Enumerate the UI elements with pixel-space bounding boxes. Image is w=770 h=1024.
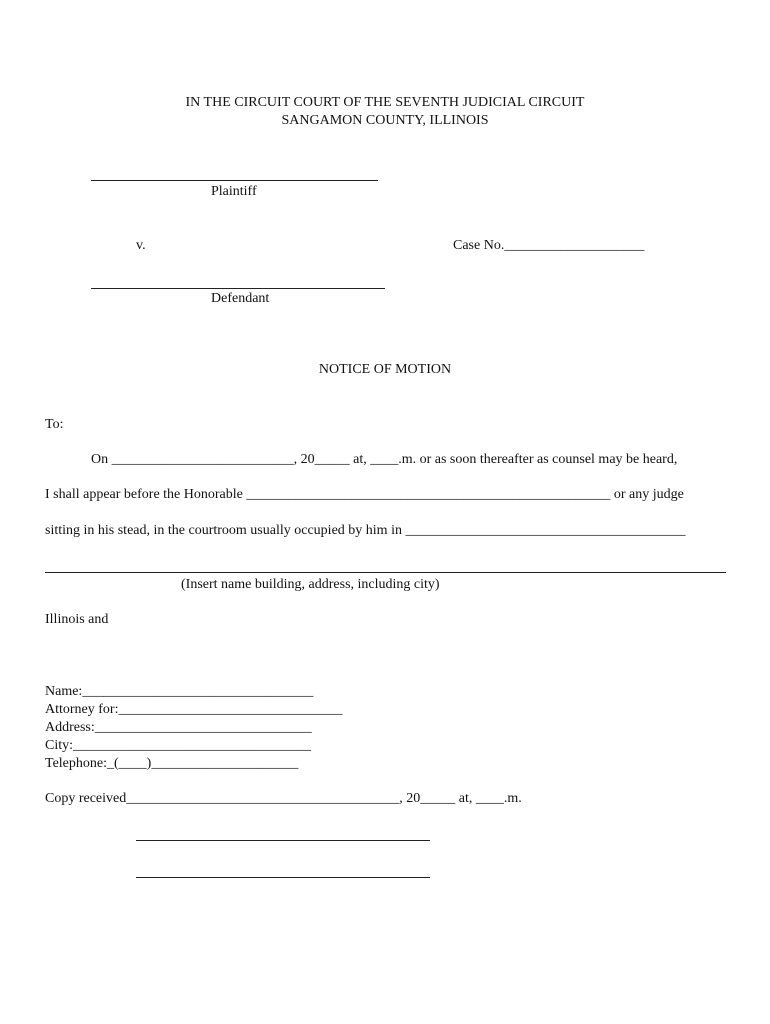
city-field[interactable]: City:__________________________________ bbox=[45, 738, 312, 753]
telephone-field[interactable]: Telephone:_(____)_____________________ bbox=[45, 756, 299, 771]
signature-line-2[interactable] bbox=[136, 877, 430, 878]
plaintiff-signature-line[interactable] bbox=[91, 180, 378, 181]
name-field[interactable]: Name:_________________________________ bbox=[45, 684, 314, 699]
judge-line[interactable]: I shall appear before the Honorable ____________________________________________________ or any judge bbox=[45, 487, 684, 502]
court-title: IN THE CIRCUIT COURT OF THE SEVENTH JUDICIAL CIRCUIT bbox=[185, 95, 585, 110]
attorney-for-field[interactable]: Attorney for:________________________________ bbox=[45, 702, 343, 717]
building-address-line[interactable] bbox=[45, 572, 726, 573]
courtroom-line[interactable]: sitting in his stead, in the courtroom usually occupied by him in ________________________________________ bbox=[45, 523, 686, 538]
signature-line-1[interactable] bbox=[136, 840, 430, 841]
illinois-and-text: Illinois and bbox=[45, 612, 109, 627]
hearing-date-line[interactable]: On __________________________, 20_____ at, ____.m. or as soon thereafter as counsel may be heard, bbox=[91, 452, 678, 467]
county-title: SANGAMON COUNTY, ILLINOIS bbox=[281, 113, 489, 128]
case-number-field[interactable]: Case No.____________________ bbox=[453, 238, 645, 253]
plaintiff-label: Plaintiff bbox=[211, 184, 257, 199]
to-label: To: bbox=[45, 417, 64, 432]
copy-received-line[interactable]: Copy received_______________________________________, 20_____ at, ____.m. bbox=[45, 791, 522, 806]
address-field[interactable]: Address:_______________________________ bbox=[45, 720, 312, 735]
defendant-label: Defendant bbox=[211, 291, 270, 306]
document-title: NOTICE OF MOTION bbox=[318, 362, 452, 377]
versus-label: v. bbox=[136, 238, 146, 253]
building-caption: (Insert name building, address, including city) bbox=[181, 577, 440, 592]
defendant-signature-line[interactable] bbox=[91, 288, 385, 289]
